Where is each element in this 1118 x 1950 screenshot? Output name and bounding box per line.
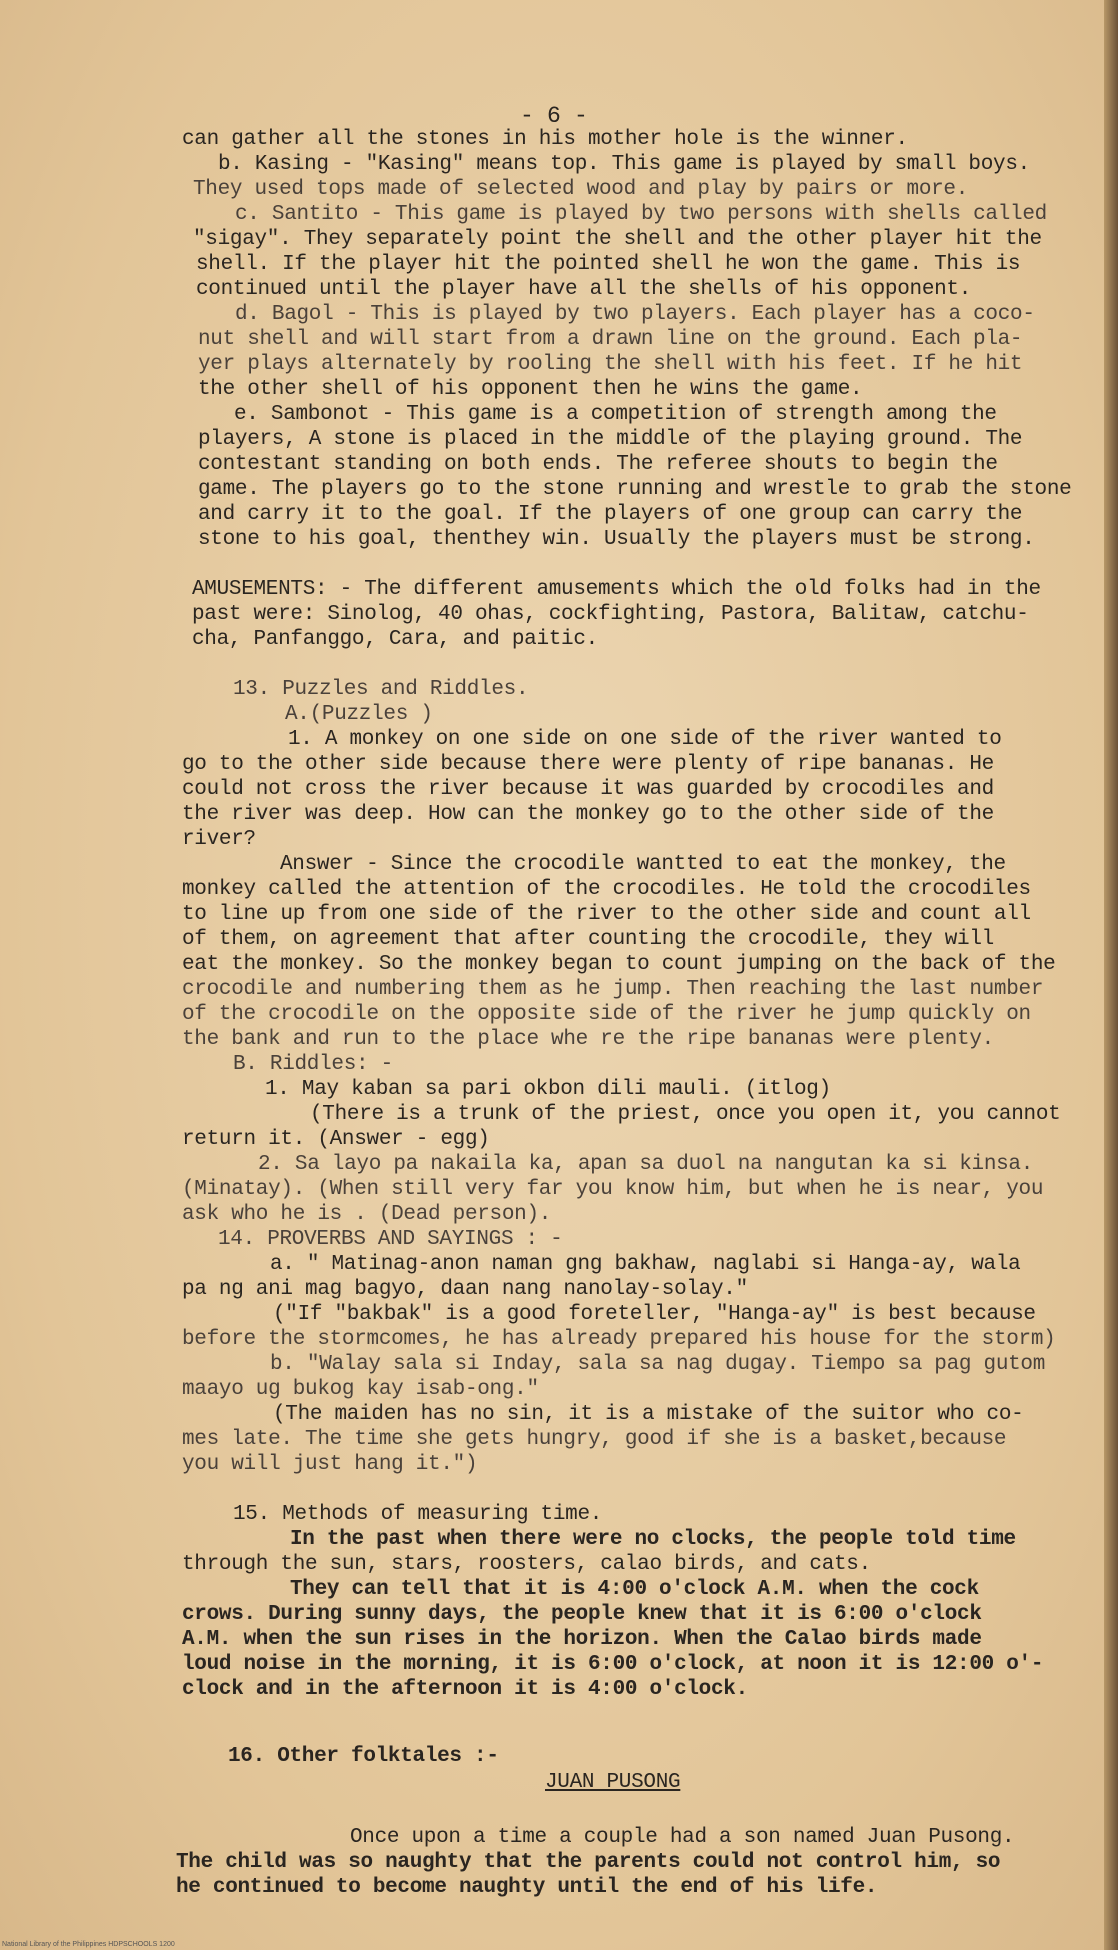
text-line: game. The players go to the stone running and wrestle to grab the stone	[198, 478, 1072, 501]
text-line: They used tops made of selected wood and play by pairs or more.	[193, 178, 969, 201]
text-line: could not cross the river because it was guarded by crocodiles and	[182, 778, 994, 801]
subsection-heading: A.(Puzzles )	[285, 703, 433, 726]
text-line: b. Kasing - "Kasing" means top. This game is played by small boys.	[218, 153, 1030, 176]
text-line: loud noise in the morning, it is 6:00 o'clock, at noon it is 12:00 o'-	[182, 1653, 1044, 1676]
text-line: c. Santito - This game is played by two persons with shells called	[235, 203, 1047, 226]
section-heading: 16. Other folktales :-	[228, 1745, 499, 1768]
text-line: 1. A monkey on one side on one side of the river wanted to	[288, 728, 1002, 751]
section-heading: 14. PROVERBS AND SAYINGS : -	[218, 1228, 563, 1251]
text-line: he continued to become naughty until the end of his life.	[176, 1876, 878, 1899]
footer-credit: National Library of the Philippines HDPSCHOOLS 1200	[2, 1941, 175, 1948]
text-line: yer plays alternately by rooling the shell with his feet. If he hit	[198, 353, 1023, 376]
text-line: return it. (Answer - egg)	[182, 1128, 490, 1151]
text-line: mes late. The time she gets hungry, good if she is a basket,because	[182, 1428, 1007, 1451]
text-line: the river was deep. How can the monkey go to the other side of the	[182, 803, 994, 826]
text-line: Once upon a time a couple had a son named Juan Pusong.	[350, 1826, 1015, 1849]
text-line: b. "Walay sala si Inday, sala sa nag dugay. Tiempo sa pag gutom	[270, 1353, 1046, 1376]
text-line: eat the monkey. So the monkey began to count jumping on the back of the	[182, 953, 1056, 976]
text-line: you will just hang it.")	[182, 1453, 478, 1476]
amusements-heading: AMUSEMENTS: - The different amusements which the old folks had in the	[192, 578, 1041, 601]
text-line: a. " Matinag-anon naman gng bakhaw, naglabi si Hanga-ay, wala	[270, 1253, 1021, 1276]
text-line: (The maiden has no sin, it is a mistake of the suitor who co-	[273, 1403, 1024, 1426]
text-line: continued until the player have all the shells of his opponent.	[196, 278, 972, 301]
text-line: shell. If the player hit the pointed shell he won the game. This is	[196, 253, 1021, 276]
text-line: 1. May kaban sa pari okbon dili mauli. (itlog)	[265, 1078, 831, 1101]
text-line: nut shell and will start from a drawn line on the ground. Each pla-	[198, 328, 1023, 351]
text-line: cha, Panfanggo, Cara, and paitic.	[192, 628, 598, 651]
text-line: through the sun, stars, roosters, calao birds, and cats.	[182, 1553, 871, 1576]
text-line: maayo ug bukog kay isab-ong."	[182, 1378, 539, 1401]
text-line: (Minatay). (When still very far you know him, but when he is near, you	[182, 1178, 1044, 1201]
text-line: monkey called the attention of the crocodiles. He told the crocodiles	[182, 878, 1031, 901]
text-line: "sigay". They separately point the shell and the other player hit the	[193, 228, 1042, 251]
text-line: past were: Sinolog, 40 ohas, cockfighting, Pastora, Balitaw, catchu-	[192, 603, 1029, 626]
text-line: and carry it to the goal. If the players of one group can carry the	[198, 503, 1023, 526]
text-line: river?	[182, 828, 256, 851]
text-line: 2. Sa layo pa nakaila ka, apan sa duol na nangutan ka si kinsa.	[258, 1153, 1034, 1176]
text-line: of the crocodile on the opposite side of the river he jump quickly on	[182, 1003, 1031, 1026]
text-line: d. Bagol - This is played by two players. Each player has a coco-	[235, 303, 1035, 326]
text-line: Answer - Since the crocodile wantted to eat the monkey, the	[280, 853, 1006, 876]
text-line: (There is a trunk of the priest, once you open it, you cannot	[310, 1103, 1061, 1126]
text-line: In the past when there were no clocks, the people told time	[290, 1528, 1016, 1551]
section-heading: 13. Puzzles and Riddles.	[233, 678, 529, 701]
text-line: They can tell that it is 4:00 o'clock A.M. when the cock	[290, 1578, 979, 1601]
text-line: go to the other side because there were plenty of ripe bananas. He	[182, 753, 994, 776]
folktale-title: JUAN PUSONG	[545, 1771, 681, 1794]
text-line: the other shell of his opponent then he wins the game.	[198, 378, 863, 401]
text-line: contestant standing on both ends. The referee shouts to begin the	[198, 453, 998, 476]
text-line: to line up from one side of the river to the other side and count all	[182, 903, 1031, 926]
text-line: The child was so naughty that the parents could not control him, so	[176, 1851, 1001, 1874]
section-heading: 15. Methods of measuring time.	[233, 1503, 603, 1526]
text-line: pa ng ani mag bagyo, daan nang nanolay-solay."	[182, 1278, 748, 1301]
subsection-heading: B. Riddles: -	[233, 1053, 393, 1076]
text-line: players, A stone is placed in the middle of the playing ground. The	[198, 428, 1023, 451]
text-line: A.M. when the sun rises in the horizon. When the Calao birds made	[182, 1628, 982, 1651]
page-number: - 6 -	[520, 103, 588, 129]
text-line: crocodile and numbering them as he jump. Then reaching the last number	[182, 978, 1044, 1001]
text-line: ("If "bakbak" is a good foreteller, "Hanga-ay" is best because	[273, 1303, 1036, 1326]
text-line: can gather all the stones in his mother hole is the winner.	[182, 128, 908, 151]
text-line: the bank and run to the place whe re the ripe bananas were plenty.	[182, 1028, 994, 1051]
text-line: crows. During sunny days, the people knew that it is 6:00 o'clock	[182, 1603, 982, 1626]
text-line: ask who he is . (Dead person).	[182, 1203, 552, 1226]
text-line: clock and in the afternoon it is 4:00 o'clock.	[182, 1678, 748, 1701]
text-line: before the stormcomes, he has already prepared his house for the storm)	[182, 1328, 1056, 1351]
text-line: stone to his goal, thenthey win. Usually the players must be strong.	[198, 528, 1035, 551]
page-edge	[1104, 0, 1118, 1950]
text-line: of them, on agreement that after counting the crocodile, they will	[182, 928, 994, 951]
text-line: e. Sambonot - This game is a competition of strength among the	[234, 403, 997, 426]
